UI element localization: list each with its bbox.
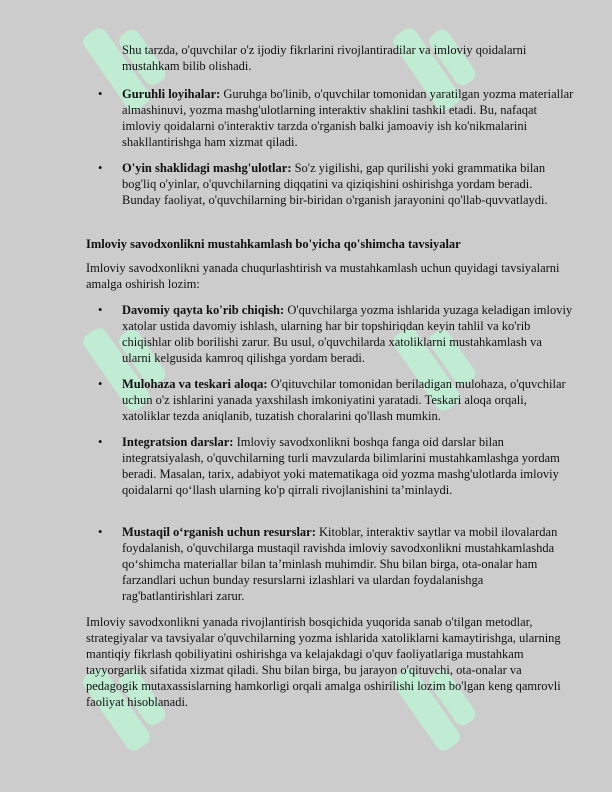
list-item-title: Integratsion darslar: [122, 435, 234, 449]
bullet-icon: • [98, 161, 103, 175]
list-item [122, 376, 574, 424]
list-item-title: O'yin shaklidagi mashg'ulotlar: [122, 161, 292, 175]
list-item [122, 524, 574, 604]
list-item [122, 434, 574, 498]
bullet-icon: • [98, 377, 103, 391]
bullet-icon: • [98, 435, 103, 449]
list-item-text: O'qituvchilar tomonidan beriladigan mulohaza, o'quvchilar uchun o'z ishlarini yanada yaxshilash imkoniyatini yaratadi. Teskari aloqa orqali, xatoliklar tezda aniqlanib, tuzatish choralarini qo'llash mumkin. [122, 377, 566, 423]
list-item [122, 302, 574, 366]
bullet-icon: • [98, 525, 103, 539]
list-item-text: O'quvchilarga yozma ishlarida yuzaga keladigan imloviy xatolar ustida davomiy ishlash, ularning har bir topshiriqdan keyin tahlil va ko'rib chiqishlar olib borilishi zarur. Bu usul, o'quvchilarda xatoliklarni mustahkamlash va ularni kelgusida kamroq qilishga yordam beradi. [122, 303, 573, 365]
list-item-text: Kitoblar, interaktiv saytlar va mobil ilovalardan foydalanish, o'quvchilarga mustaqil ravishda imloviy savodxonlikni mustahkamlashda qo‘shimcha materiallar bilan ta’minlash muhimdir. Shu bilan birga, ota-onalar ham farzandlari uchun bunday resurslarni izlashlari va ulardan foydalanishga rag'batlantirishlari zarur. [122, 525, 558, 603]
list-item [122, 86, 574, 150]
list-item-text: Imloviy savodxonlikni boshqa fanga oid darslar bilan integratsiyalash, o'quvchilarning turli mavzularda bilimlarini mustahkamlashga yordam beradi. Masalan, tarix, adabiyot yoki matematikaga oid yozma mashg'ulotlarda imloviy qoidalarni qo‘llash ularning ko'p qirrali rivojlanishini ta’minlaydi. [122, 435, 560, 497]
list-item-title: Mulohaza va teskari aloqa: [122, 377, 268, 391]
list-item-text: Guruhga bo'linib, o'quvchilar tomonidan yaratilgan yozma materiallar almashinuvi, yozma mashg'ulotlarning interaktiv shaklini tashkil etadi. Bu, nafaqat imloviy qoidalarni o'interaktiv tarzda o'rganish balki jamoaviy ish ko'nikmalarini shakllantirishga ham xizmat qiladi. [122, 87, 574, 149]
list-item-title: Davomiy qayta ko'rib chiqish: [122, 303, 285, 317]
conclusion-paragraph: Imloviy savodxonlikni yanada rivojlantirish bosqichida yuqorida sanab o'tilgan metodlar, strategiyalar va tavsiyalar o'quvchilarning yozma ishlarida xatoliklarni kamaytirishga, ularning mantiqiy fikrlash qobiliyatini oshirishga va kelajakdagi o'quv faoliyatlariga mustahkam tayyorgarlik sifatida xizmat qiladi. Shu bilan birga, bu jarayon o'qituvchi, ota-onalar va pedagogik mutaxassislarning hamkorligi orqali amalga oshirilishi lozim bo'lgan keng qamrovli faoliyat hisoblanadi. [86, 615, 561, 709]
list-item-title: Mustaqil o‘rganish uchun resurslar: [122, 525, 316, 539]
bullet-icon: • [98, 87, 103, 101]
list-item-title: Guruhli loyihalar: [122, 87, 221, 101]
list-item [122, 160, 574, 208]
body-paragraph: Imloviy savodxonlikni yanada chuqurlashtirish va mustahkamlash uchun quyidagi tavsiyalarni amalga oshirish lozim: [86, 261, 560, 291]
list-item-text: So'z yigilishi, gap qurilishi yoki grammatika bilan bog'liq o'yinlar, o'quvchilarning diqqatini va qiziqishini oshirishga yordam beradi. Bunday faoliyat, o'quvchilarning bir-biridan o'rganish jarayonini qo'llab-quvvatlaydi. [122, 161, 548, 207]
intro-tail-paragraph: Shu tarzda, o'quvchilar o'z ijodiy fikrlarini rivojlantiradilar va imloviy qoidalarni mustahkam bilib olishadi. [122, 43, 527, 73]
section-heading: Imloviy savodxonlikni mustahkamlash bo'yicha qo'shimcha tavsiyalar [86, 237, 461, 251]
bullet-icon: • [98, 303, 103, 317]
